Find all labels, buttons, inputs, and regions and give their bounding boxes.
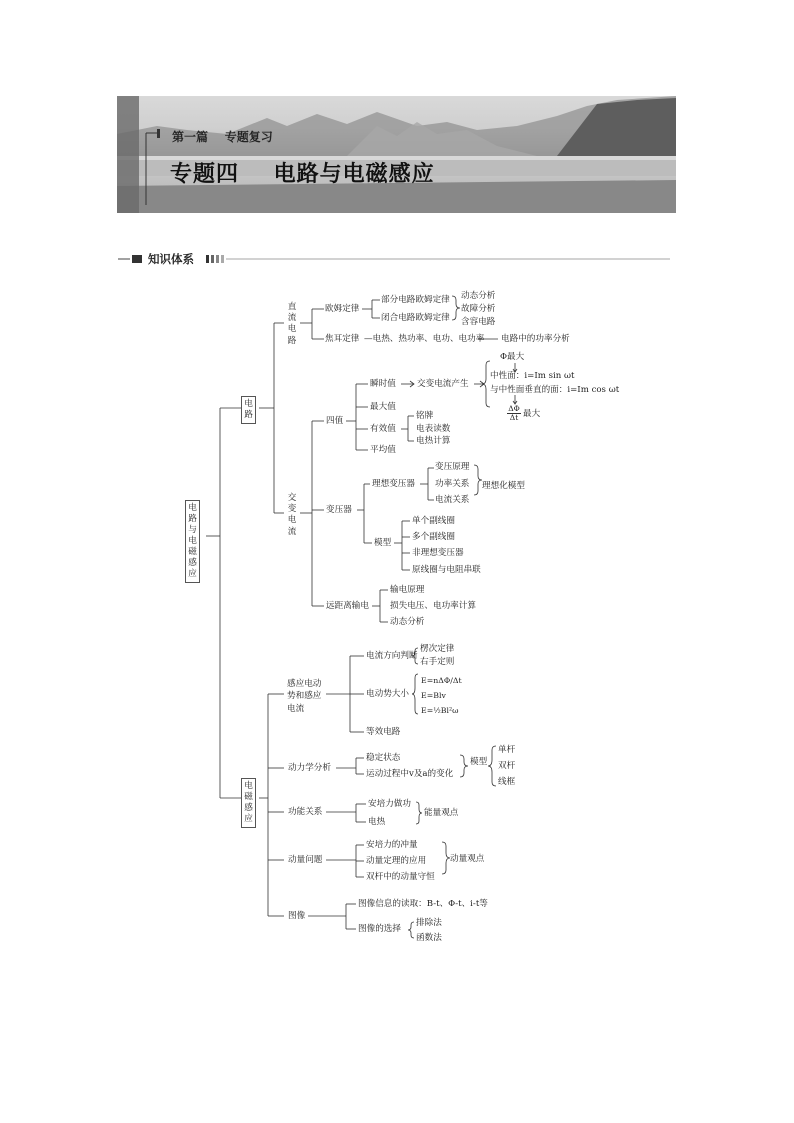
energy-view: 能量观点 xyxy=(424,808,459,818)
equivalent-circuit: 等效电路 xyxy=(366,727,401,737)
ohm-law: 欧姆定律 xyxy=(325,304,360,314)
average-value: 平均值 xyxy=(370,445,396,455)
ideal-transformer: 理想变压器 xyxy=(372,479,415,489)
model-2: 模型 xyxy=(470,757,488,767)
long-distance: 远距离输电 xyxy=(326,601,369,611)
page-title: 专题四 电路与电磁感应 xyxy=(170,162,435,187)
eq-rotation: E=½Bl²ω xyxy=(421,706,459,715)
dphi-fraction xyxy=(507,405,521,421)
graph: 图像 xyxy=(288,911,306,921)
capacitor-circuit: 含容电路 xyxy=(461,317,496,327)
momentum-view: 动量观点 xyxy=(450,854,485,864)
meter-reading: 电表读数 xyxy=(416,424,451,434)
lenz-law: 楞次定律 xyxy=(420,644,455,654)
dynamic-analysis-2: 动态分析 xyxy=(390,617,425,627)
fault-analysis: 故障分析 xyxy=(461,304,496,314)
graph-selection: 图像的选择 xyxy=(358,924,401,934)
nonideal-transformer: 非理想变压器 xyxy=(412,548,464,558)
part-label: 第一篇 专题复习 xyxy=(172,130,273,144)
momentum-theorem: 动量定理的应用 xyxy=(366,856,427,866)
joule-chain: —电热、热功率、电功、电功率 xyxy=(364,334,485,344)
momentum-problem: 动量问题 xyxy=(288,855,323,865)
primary-series: 原线圈与电阻串联 xyxy=(412,565,481,575)
four-values: 四值 xyxy=(326,416,344,426)
right-hand-rule: 右手定则 xyxy=(420,657,455,667)
dphi-max-word: 最大 xyxy=(523,409,541,419)
loss-calc: 损失电压、电功率计算 xyxy=(390,601,476,611)
frame: 线框 xyxy=(498,777,516,787)
dc-node: 直流电路 xyxy=(287,302,297,346)
root-node: 电路与电磁感应 xyxy=(185,500,200,583)
double-rod: 双杆 xyxy=(498,761,516,771)
dphi-numerator: ΔΦ xyxy=(508,404,520,413)
partial-ohm: 部分电路欧姆定律 xyxy=(381,295,450,305)
effective-value: 有效值 xyxy=(370,424,396,434)
heat-calc: 电热计算 xyxy=(416,436,451,446)
ampere-impulse: 安培力的冲量 xyxy=(366,840,418,850)
em-node: 电磁感应 xyxy=(241,778,256,828)
ac-produce: 交变电流产生 xyxy=(417,379,469,389)
dynamics-analysis: 动力学分析 xyxy=(288,763,331,773)
ac-node: 交变电流 xyxy=(287,493,297,537)
induced-emf: 感应电动势和感应电流 xyxy=(287,679,322,714)
single-secondary: 单个副线圈 xyxy=(412,516,455,526)
circuit-node: 电路 xyxy=(241,396,256,424)
current-relation: 电流关系 xyxy=(435,495,470,505)
motion-change: 运动过程中v及a的变化 xyxy=(366,769,454,779)
eq-faraday: E=nΔΦ/Δt xyxy=(421,676,462,685)
section-label: 知识体系 xyxy=(148,252,194,266)
model: 模型 xyxy=(374,538,392,548)
perpendicular-plane: 与中性面垂直的面：i=Im cos ωt xyxy=(490,385,620,395)
multi-secondary: 多个副线圈 xyxy=(412,532,455,542)
emf-size: 电动势大小 xyxy=(366,689,409,699)
current-direction: 电流方向判断 xyxy=(366,651,418,661)
phi-max: Φ最大 xyxy=(500,352,525,362)
dphi-denominator: Δt xyxy=(507,413,521,422)
ampere-work: 安培力做功 xyxy=(368,799,411,809)
single-rod: 单杆 xyxy=(498,745,516,755)
eq-blv: E=Blv xyxy=(421,691,446,700)
graph-reading: 图像信息的读取：B-t、Φ-t、i-t等 xyxy=(358,899,488,909)
joule-heat: 电热 xyxy=(368,817,386,827)
closed-ohm: 闭合电路欧姆定律 xyxy=(381,313,450,323)
transmission-principle: 输电原理 xyxy=(390,585,425,595)
nameplate: 铭牌 xyxy=(416,411,434,421)
joule-law: 焦耳定律 xyxy=(325,334,360,344)
momentum-conservation: 双杆中的动量守恒 xyxy=(366,872,435,882)
power-relation: 功率关系 xyxy=(435,479,470,489)
energy-relation: 功能关系 xyxy=(288,807,323,817)
exclusion-method: 排除法 xyxy=(416,918,442,928)
transformer: 变压器 xyxy=(326,505,352,515)
steady-state: 稳定状态 xyxy=(366,753,401,763)
neutral-plane: 中性面：i=Im sin ωt xyxy=(490,371,575,381)
ideal-model: 理想化模型 xyxy=(482,481,525,491)
max-value: 最大值 xyxy=(370,402,396,412)
transform-principle: 变压原理 xyxy=(435,462,470,472)
power-analysis: 电路中的功率分析 xyxy=(501,334,570,344)
dynamic-analysis: 动态分析 xyxy=(461,291,496,301)
instant-value: 瞬时值 xyxy=(370,379,396,389)
function-method: 函数法 xyxy=(416,933,442,943)
